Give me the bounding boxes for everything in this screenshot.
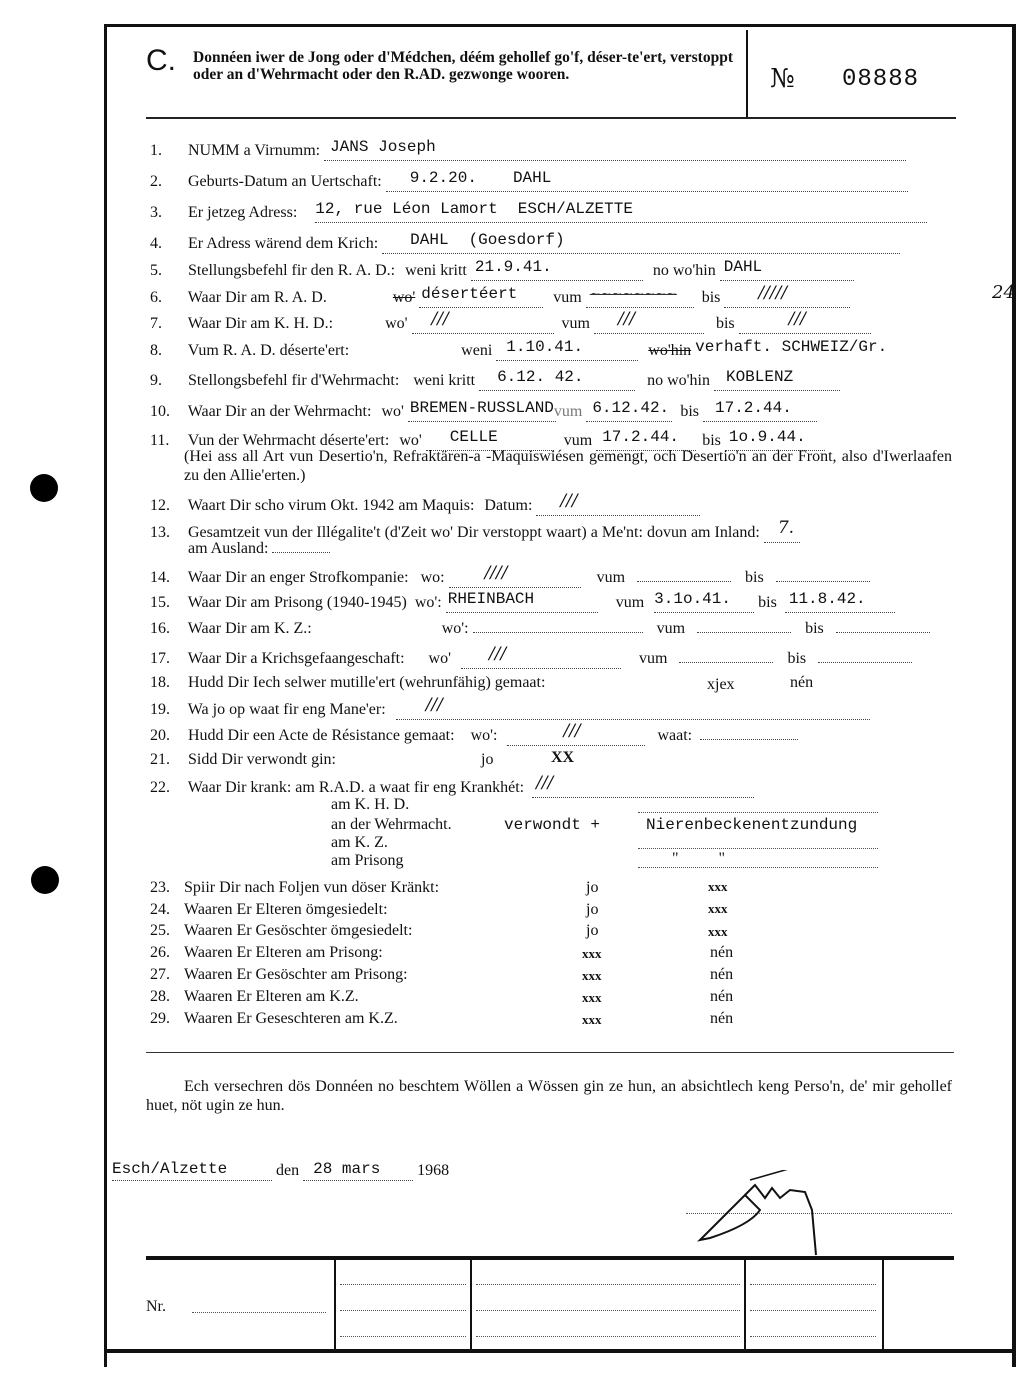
field-number: 17. [150,650,170,667]
answer-yes-crossed[interactable]: xxx [582,946,602,961]
answer-yes-crossed[interactable]: xxx [582,968,602,983]
header-divider [746,30,748,118]
signature-icon [690,1170,840,1260]
field-number: 26. [150,944,170,961]
answer-no-crossed[interactable]: XX [551,749,575,766]
field-number: 19. [150,701,170,718]
field-sublabel: wo': [414,594,442,611]
field-row-26 [150,944,383,962]
field-input[interactable] [638,867,878,868]
answer-yes[interactable]: jo [481,751,494,768]
field-label: Stellungsbefehl fir den R. A. D.: [188,262,396,279]
footer-field[interactable] [476,1310,740,1311]
answer-no-crossed[interactable]: xxx [708,879,728,894]
field-number: 18. [150,674,170,691]
footer-field[interactable] [750,1336,876,1337]
answer-no[interactable]: nén [710,944,734,961]
field-input[interactable]: /// [461,648,621,669]
field-row-22 [150,773,754,798]
field-row-15 [150,590,895,613]
field-number: 24. [150,901,170,918]
field-input[interactable]: 6.12. 42. [479,372,635,391]
field-input[interactable]: CELLE [426,432,554,451]
field-number: 29. [150,1010,170,1027]
field-input[interactable]: JANS Joseph [324,142,906,161]
field-row-12 [150,491,700,516]
field-number: 22. [150,779,170,796]
field-number: 20. [150,727,170,744]
field-input[interactable] [272,552,330,553]
field-input[interactable]: 3.1o.41. [654,594,754,613]
ditto-marks: " " [672,850,726,867]
field-row-16 [150,620,930,638]
field-row-13b [188,540,330,558]
field-input[interactable]: 21.9.41. [471,262,643,281]
field-sublabel: bis [805,620,824,637]
field-input[interactable]: 17.2.44. [703,403,817,422]
field-row-8 [150,338,888,361]
field-sublabel: vum [656,620,686,637]
field-label: Waaren Er Gesöschter am Prisong: [184,966,408,983]
field-number: 8. [150,342,162,359]
field-sublabel: bis [787,650,807,667]
field-input[interactable]: 6.12.42. [586,403,672,422]
field-label: Hudd Dir Iech selwer mutille'ert (wehrunfähig) gemaat: [188,674,546,691]
field-sublabel: wo' [428,650,451,667]
field-label: Waaren Er Elteren am K.Z. [184,988,359,1005]
field-row-5 [150,258,854,281]
field-sublabel: waat: [657,727,693,744]
place-field[interactable]: Esch/Alzette [112,1162,272,1181]
field-input[interactable]: 1o.9.44. [725,432,825,451]
field-sublabel: wo': [441,620,469,637]
answer-no[interactable]: nén [790,674,814,691]
field-sublabel: weni kritt [405,262,467,279]
field-input[interactable] [637,581,731,582]
field-input[interactable]: 9.2.20. DAHL [386,173,908,192]
field-label: Waart Dir scho virum Okt. 1942 am Maquis: [187,497,475,514]
field-label: Vun der Wehrmacht déserte'ert: [187,432,390,449]
field-sublabel: vum [615,594,645,611]
field-label: Waar Dir krank: am R.A.D. a waat fir eng Krankhét: [187,779,525,796]
field-input[interactable]: désertéert [419,289,543,308]
field-input[interactable]: BREMEN-RUSSLAND [408,403,556,422]
field-label: Geburts-Datum an Uertschaft: [188,173,382,190]
nr-label: Nr. [146,1298,166,1315]
field-number: 13. [150,524,170,541]
field-sublabel: wo': [470,727,498,744]
field-input[interactable]: ///// [724,287,850,308]
field-note: (Hei ass all Art vun Desertio'n, Refraktären-a -Maquiswiésen gemengt, och Desertio'n an der Front, also d'Iwerlaafen zu den Allie'erten.) [184,448,952,484]
answer-no[interactable]: nén [710,988,734,1005]
field-row-7 [150,309,871,334]
field-label: Sidd Dir verwondt gin: [188,751,336,768]
punch-hole [31,866,59,894]
field-input[interactable] [836,632,930,633]
den-label: den [276,1162,300,1179]
field-input[interactable]: RHEINBACH [446,594,598,613]
field-input[interactable] [679,662,773,663]
answer-yes-crossed[interactable]: xxx [582,1012,602,1027]
field-sublabel: vum [596,569,626,586]
field-input[interactable]: DAHL (Goesdorf) [382,235,900,254]
footer-field[interactable] [750,1310,876,1311]
footer-divider [744,1260,746,1350]
field-label: Er jetzeg Adress: [188,204,298,221]
field-input[interactable]: //// [449,567,581,588]
field-row-18 [150,674,545,692]
footer-field[interactable] [476,1336,740,1337]
field-input[interactable]: /// [396,699,870,720]
field-number: 3. [150,204,162,221]
field-label: Wa jo op waat fir eng Mane'er: [187,701,386,718]
field-row-27 [150,966,408,984]
field-row-9 [150,368,840,391]
footer-divider [882,1260,884,1350]
nr-field[interactable] [192,1312,326,1313]
field-row-10 [150,399,817,422]
place-date-line [112,1162,449,1181]
section-letter: C. [146,44,176,77]
field-sublabel: am Ausland: [188,540,269,557]
field-sublabel: bis [758,594,777,611]
field-sublabel: bis [701,289,721,306]
field-row-24 [150,901,388,919]
field-row-29 [150,1010,398,1028]
date-field[interactable]: 28 mars [303,1162,413,1181]
field-label: Waaren Er Geseschteren am K.Z. [184,1010,398,1027]
field-input[interactable]: /// [532,777,754,798]
footer-field[interactable] [340,1336,466,1337]
footer-field[interactable] [340,1310,466,1311]
field-sublabel: wo' [381,403,404,420]
field-input[interactable] [776,581,870,582]
answer-yes[interactable]: jo [586,922,599,939]
field-input[interactable]: /// [507,725,645,746]
field-number: 7. [150,315,162,332]
field-sublabel: vum [563,432,593,449]
field-input[interactable]: 12, rue Léon Lamort ESCH/ALZETTE [315,204,927,223]
field-number: 1. [150,142,162,159]
answer-yes[interactable]: jo [586,879,599,896]
sub-label: am Prisong [331,852,404,869]
field-number: 27. [150,966,170,983]
field-input[interactable] [638,812,878,813]
footer-field[interactable] [340,1284,466,1285]
answer-no-crossed[interactable]: xxx [708,924,728,939]
field-input[interactable] [700,739,798,740]
field-sublabel: no wo'hin [652,262,716,279]
field-number: 6. [150,289,162,306]
field-sublabel: bis [715,315,735,332]
field-label: Waaren Er Elteren ömgesiedelt: [184,901,388,918]
field-sublabel: wo' [385,315,408,332]
field-input[interactable]: /// [739,313,871,334]
field-row-21 [150,751,336,769]
field-label: Waaren Er Gesöschter ömgesiedelt: [184,922,413,939]
field-row-17 [150,644,912,669]
margin-note: 24 [992,282,1015,303]
field-number: 4. [150,235,162,252]
field-row-19 [150,695,870,720]
field-sublabel: wo: [420,569,445,586]
footer-field[interactable] [476,1284,740,1285]
field-input[interactable]: /// [594,313,704,334]
field-label: Waar Dir a Krichsgefaangeschaft: [187,650,405,667]
field-number: 2. [150,173,162,190]
answer-no[interactable]: nén [710,966,734,983]
field-number: 25. [150,922,170,939]
field-input[interactable]: 7. [764,522,800,543]
sub-label: an der Wehrmacht. [331,816,452,833]
field-row-3 [150,200,927,223]
field-sublabel: wo'hin [648,342,692,359]
footer-field[interactable] [750,1284,876,1285]
field-input[interactable] [473,632,643,633]
field-sublabel: weni kritt [413,372,476,389]
field-input[interactable] [638,848,878,849]
field-label: Stellongsbefehl fir d'Wehrmacht: [188,372,400,389]
field-label: Waar Dir an enger Strofkompanie: [187,569,409,586]
form-number: 08888 [842,66,920,93]
footer-rule [146,1256,954,1260]
answer-no-crossed[interactable]: xxx [708,901,728,916]
field-row-23 [150,879,439,897]
field-input[interactable]: DAHL [720,262,854,281]
footer-divider [470,1260,472,1350]
section-divider [146,1052,954,1053]
field-sublabel: weni [461,342,493,359]
field-number: 11. [150,432,170,449]
field-input[interactable]: /// [412,313,554,334]
field-input[interactable]: 11.8.42. [785,594,895,613]
field-label: Gesamtzeit vun der Illégalite't (d'Zeit wo' Dir verstoppt waart) a Me'nt: dovun am Inland: [188,524,760,541]
field-sublabel: bis [702,432,721,449]
field-number: 9. [150,372,162,389]
field-sublabel: no wo'hin [647,372,710,389]
punch-hole [30,474,58,502]
field-row-6 [150,283,850,308]
answer-yes-crossed[interactable]: xxx [582,990,602,1005]
field-input[interactable]: /// [536,495,700,516]
field-sublabel: wo' [392,289,416,306]
field-sublabel: vum [553,289,582,306]
field-sublabel: vum [638,650,668,667]
sub-label: am K. Z. [331,834,388,851]
field-row-2 [150,169,908,192]
field-row-1 [150,138,906,161]
field-number: 21. [150,751,170,768]
typed-value: verwondt + [504,816,601,834]
field-label: Waaren Er Elteren am Prisong: [184,944,383,961]
header-rule [146,117,956,119]
field-number: 16. [150,620,170,637]
field-number: 5. [150,262,162,279]
field-number: 14. [150,569,170,586]
field-input[interactable]: 17.2.44. [596,432,696,451]
field-input[interactable] [697,632,791,633]
answer-yes-crossed[interactable]: xjex [707,676,735,693]
field-sublabel: Datum: [484,497,533,514]
field-row-28 [150,988,359,1006]
bottom-rule [104,1349,1014,1353]
field-number: 10. [150,403,170,420]
year-label: 1968 [417,1162,450,1179]
answer-no[interactable]: nén [710,1010,734,1027]
field-input[interactable]: KOBLENZ [714,372,840,391]
form-title: Donnéen iwer de Jong oder d'Médchen, déém gehollef go'f, déser-te'ert, verstoppt oder an d'Wehrmacht oder den R.AD. gezwonge wooren. [193,49,733,83]
field-number: 15. [150,594,170,611]
declaration-text: Ech versechren dös Donnéen no beschtem Wöllen a Wössen gin ze hun, an absichtlech keng Perso'n, de' mir gehollef huet, nöt ugin ze hun. [146,1078,952,1114]
field-sublabel: wo' [399,432,422,449]
field-label: NUMM a Virnumm: [188,142,321,159]
field-sublabel: vum [553,403,583,420]
field-input[interactable]: ​~~~~~~~~ [586,289,694,308]
field-number: 28. [150,988,170,1005]
field-label: Waar Dir am K. Z.: [187,620,312,637]
field-label: Er Adress wärend dem Krich: [188,235,379,252]
field-sublabel: vum [561,315,590,332]
answer-yes[interactable]: jo [586,901,599,918]
number-sign: № [770,64,795,94]
sub-label: am K. H. D. [331,796,410,813]
field-label: Hudd Dir een Acte de Résistance gemaat: [188,727,455,744]
field-number: 12. [150,497,170,514]
field-row-14 [150,563,870,588]
field-sublabel: bis [745,569,764,586]
field-row-25 [150,922,412,940]
field-row-4 [150,231,900,254]
field-label: Waar Dir am R. A. D. [187,289,327,306]
field-row-20 [150,721,798,746]
field-label: Waar Dir an der Wehrmacht: [187,403,372,420]
field-label: Waar Dir am K. H. D.: [187,315,334,332]
field-label: Vum R. A. D. déserte'ert: [187,342,350,359]
typed-value: Nierenbeckenentzundung [646,816,858,834]
field-input[interactable] [818,662,912,663]
field-sublabel: bis [680,403,699,420]
field-input[interactable]: 1.10.41. [496,342,638,361]
field-label: Spiir Dir nach Foljen vun döser Kränkt: [184,879,440,896]
field-label: Waar Dir am Prisong (1940-1945) [187,594,407,611]
footer-divider [334,1260,336,1350]
field-value: verhaft. SCHWEIZ/Gr. [695,338,888,356]
field-number: 23. [150,879,170,896]
